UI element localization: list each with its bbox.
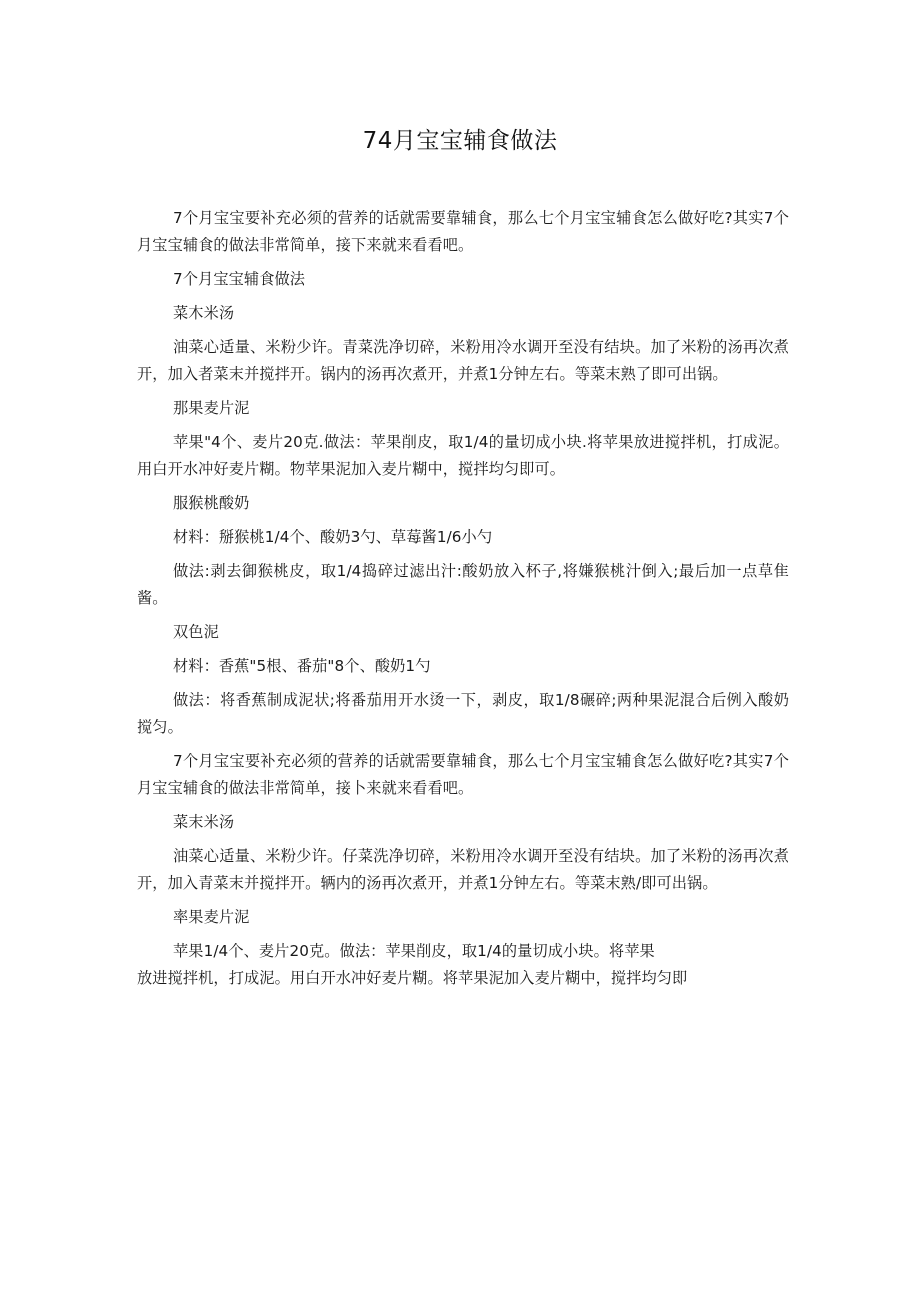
recipe-heading: 率果麦片泥 — [173, 908, 250, 926]
document-title: 74月宝宝辅食做法 — [362, 128, 558, 154]
recipe-heading: 双色泥 — [173, 623, 219, 641]
paragraph: 做法：将香蕉制成泥状;将番茄用开水烫一下，剥皮，取1/8碾碎;两种果泥混合后例入酸奶搅匀。 — [137, 691, 789, 736]
paragraph: 油菜心适量、米粉少许。仔菜洗净切碎，米粉用冷水调开至没有结块。加了米粉的汤再次煮开，加入青菜末并搅拌开。辆内的汤再次煮开，并煮1分钟左右。等菜末熟/即可出锅。 — [137, 847, 789, 892]
recipe-heading: 那果麦片泥 — [173, 399, 250, 417]
recipe-heading: 服猴桃酸奶 — [173, 494, 250, 512]
paragraph: 7个月宝宝要补充必须的营养的话就需要靠辅食，那么七个月宝宝辅食怎么做好吃?其实7个月宝宝辅食的做法非常简单，接卜来就来看看吧。 — [137, 752, 789, 797]
paragraph: 材料：掰猴桃1/4个、酸奶3勺、草莓酱1/6小勺 — [173, 528, 493, 546]
paragraph: 油菜心适量、米粉少许。青菜洗净切碎，米粉用冷水调开至没有结块。加了米粉的汤再次煮开，加入者菜末并搅拌开。锅内的汤再次煮开，并煮1分钟左右。等菜末熟了即可出锅。 — [137, 338, 789, 383]
paragraph: 做法:剥去御猴桃皮，取1/4捣碎过滤出汁:酸奶放入杯子,将嫌猴桃汁倒入;最后加一点草隹酱。 — [137, 562, 789, 607]
paragraph: 放进搅拌机，打成泥。用白开水冲好麦片糊。将苹果泥加入麦片糊中，搅拌均匀即 — [137, 969, 688, 987]
paragraph: 材料：香蕉"5根、番茄"8个、酸奶1勺 — [173, 657, 431, 675]
recipe-heading: 菜木米汤 — [173, 304, 235, 322]
document-body — [137, 205, 789, 992]
paragraph: 苹果1/4个、麦片20克。做法：苹果削皮，取1/4的量切成小块。将苹果 — [173, 942, 655, 960]
section-heading: 7个月宝宝辅食做法 — [173, 270, 306, 288]
paragraph: 7个月宝宝要补充必须的营养的话就需要靠辅食，那么七个月宝宝辅食怎么做好吃?其实7个月宝宝辅食的做法非常简单，接下来就来看看吧。 — [137, 209, 789, 254]
recipe-heading: 菜末米汤 — [173, 813, 235, 831]
paragraph: 苹果"4个、麦片20克.做法：苹果削皮，取1/4的量切成小块.将苹果放进搅拌机，打成泥。用白开水冲好麦片糊。物苹果泥加入麦片糊中，搅拌均匀即可。 — [137, 433, 789, 478]
